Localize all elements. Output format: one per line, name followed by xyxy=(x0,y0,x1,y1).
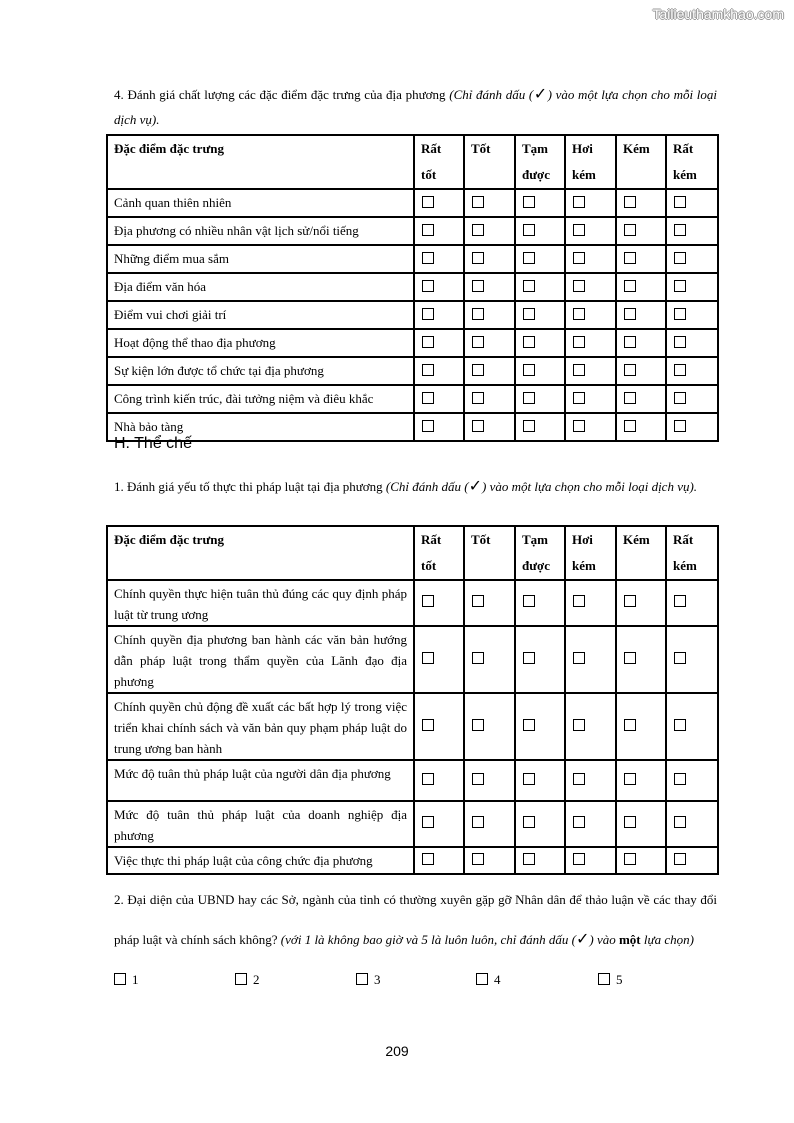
checkbox[interactable] xyxy=(523,773,535,785)
checkbox[interactable] xyxy=(674,853,686,865)
checkbox[interactable] xyxy=(422,280,434,292)
checkbox[interactable] xyxy=(472,853,484,865)
checkbox[interactable] xyxy=(573,773,585,785)
checkbox[interactable] xyxy=(573,652,585,664)
column-header: Tạm được xyxy=(515,135,565,189)
characteristics-table xyxy=(106,134,719,442)
column-header: Rất kém xyxy=(666,526,718,580)
checkbox[interactable] xyxy=(624,308,636,320)
table-row xyxy=(107,801,718,847)
column-header: Rất kém xyxy=(666,135,718,189)
question-4-instruction-a: (Chỉ đánh dấu ( xyxy=(449,87,534,102)
column-header: Tốt xyxy=(464,526,515,580)
row-label: Địa điểm văn hóa xyxy=(107,273,414,301)
row-label: Địa phương có nhiều nhân vật lịch sử/nổi tiếng xyxy=(107,217,414,245)
option-label: 1 xyxy=(132,972,139,987)
checkbox[interactable] xyxy=(114,973,126,985)
rating-cell xyxy=(464,217,515,245)
rating-cell xyxy=(414,189,464,217)
rating-cell xyxy=(565,847,616,874)
rating-cell xyxy=(515,189,565,217)
table-header-row xyxy=(107,526,718,580)
rating-cell xyxy=(666,693,718,760)
column-header: Hơi kém xyxy=(565,526,616,580)
checkbox[interactable] xyxy=(523,595,535,607)
rating-cell xyxy=(616,217,666,245)
rating-cell xyxy=(414,413,464,441)
checkbox[interactable] xyxy=(573,196,585,208)
rating-cell xyxy=(616,245,666,273)
question-h1-lead: 1. Đánh giá yếu tố thực thi pháp luật tại địa phương xyxy=(114,479,386,494)
checkbox[interactable] xyxy=(523,420,535,432)
rating-cell xyxy=(666,847,718,874)
table-row xyxy=(107,413,718,441)
question-h1-instruction-a: (Chỉ đánh dấu ( xyxy=(385,479,469,494)
rating-cell xyxy=(565,217,616,245)
table-row xyxy=(107,245,718,273)
checkbox[interactable] xyxy=(422,336,434,348)
rating-cell xyxy=(464,801,515,847)
column-header: Hơi kém xyxy=(565,135,616,189)
checkbox[interactable] xyxy=(624,773,636,785)
checkbox[interactable] xyxy=(422,252,434,264)
table-row xyxy=(107,273,718,301)
rating-cell xyxy=(515,385,565,413)
checkbox[interactable] xyxy=(598,973,610,985)
rating-cell xyxy=(616,760,666,801)
question-h1-instruction-b: ) vào một lựa chọn cho mỗi loại dịch vụ). xyxy=(482,479,698,494)
table-row xyxy=(107,693,718,760)
rating-cell xyxy=(515,580,565,626)
row-label: Những điểm mua sắm xyxy=(107,245,414,273)
checkbox[interactable] xyxy=(674,196,686,208)
rating-cell xyxy=(666,357,718,385)
table-row xyxy=(107,580,718,626)
rating-cell xyxy=(666,760,718,801)
question-h1-text xyxy=(114,473,717,499)
rating-cell xyxy=(464,847,515,874)
rating-cell xyxy=(414,357,464,385)
rating-cell xyxy=(666,580,718,626)
checkbox[interactable] xyxy=(472,420,484,432)
rating-cell xyxy=(666,301,718,329)
question-4-instruction-b: ) vào một lựa chọn cho mỗi loại dịch vụ). xyxy=(114,87,717,127)
checkbox[interactable] xyxy=(573,252,585,264)
checkbox[interactable] xyxy=(523,392,535,404)
rating-cell xyxy=(414,273,464,301)
checkbox[interactable] xyxy=(472,252,484,264)
column-header: Đặc điểm đặc trưng xyxy=(107,135,414,189)
rating-cell xyxy=(515,626,565,693)
checkbox[interactable] xyxy=(422,308,434,320)
table-row xyxy=(107,189,718,217)
rating-cell xyxy=(515,245,565,273)
table-row xyxy=(107,217,718,245)
checkbox[interactable] xyxy=(674,364,686,376)
rating-cell xyxy=(515,760,565,801)
option-label: 3 xyxy=(374,972,381,987)
checkbox[interactable] xyxy=(674,595,686,607)
checkbox[interactable] xyxy=(573,595,585,607)
rating-cell xyxy=(515,301,565,329)
checkbox[interactable] xyxy=(523,652,535,664)
checkbox[interactable] xyxy=(422,196,434,208)
rating-cell xyxy=(515,847,565,874)
column-header: Kém xyxy=(616,135,666,189)
checkbox[interactable] xyxy=(472,773,484,785)
question-4-text xyxy=(114,81,717,132)
option-5[interactable] xyxy=(598,972,623,988)
rating-cell xyxy=(666,217,718,245)
option-3[interactable] xyxy=(356,972,381,988)
checkbox[interactable] xyxy=(523,224,535,236)
rating-cell xyxy=(414,801,464,847)
rating-cell xyxy=(565,301,616,329)
checkbox[interactable] xyxy=(573,308,585,320)
rating-cell xyxy=(414,301,464,329)
rating-cell xyxy=(616,801,666,847)
rating-cell xyxy=(616,626,666,693)
checkbox[interactable] xyxy=(472,196,484,208)
row-label: Chính quyền chủ động đề xuất các bất hợp lý trong việc triển khai chính sách và văn bản quy phạm pháp luật do trung ương ban hành xyxy=(107,693,414,760)
row-label: Việc thực thi pháp luật của công chức địa phương xyxy=(107,847,414,874)
rating-cell xyxy=(666,245,718,273)
option-2[interactable] xyxy=(235,972,260,988)
row-label: Hoạt động thể thao địa phương xyxy=(107,329,414,357)
rating-cell xyxy=(565,626,616,693)
rating-cell xyxy=(666,385,718,413)
table-row xyxy=(107,301,718,329)
rating-cell xyxy=(565,385,616,413)
rating-cell xyxy=(616,189,666,217)
row-label: Điểm vui chơi giải trí xyxy=(107,301,414,329)
checkbox[interactable] xyxy=(472,364,484,376)
checkbox[interactable] xyxy=(472,224,484,236)
rating-cell xyxy=(414,329,464,357)
table-row xyxy=(107,357,718,385)
checkbox[interactable] xyxy=(422,224,434,236)
checkbox[interactable] xyxy=(422,652,434,664)
checkbox[interactable] xyxy=(523,252,535,264)
row-label: Cảnh quan thiên nhiên xyxy=(107,189,414,217)
checkbox[interactable] xyxy=(422,364,434,376)
rating-cell xyxy=(414,760,464,801)
table-row xyxy=(107,847,718,874)
checkbox[interactable] xyxy=(674,280,686,292)
rating-cell xyxy=(616,329,666,357)
checkbox[interactable] xyxy=(356,973,368,985)
checkbox[interactable] xyxy=(674,392,686,404)
rating-cell xyxy=(464,413,515,441)
checkbox[interactable] xyxy=(523,308,535,320)
row-label: Chính quyền thực hiện tuân thủ đúng các quy định pháp luật từ trung ương xyxy=(107,580,414,626)
rating-cell xyxy=(616,273,666,301)
rating-cell xyxy=(565,801,616,847)
table-header-row xyxy=(107,135,718,189)
rating-cell xyxy=(464,357,515,385)
checkbox[interactable] xyxy=(476,973,488,985)
checkbox[interactable] xyxy=(573,336,585,348)
checkbox[interactable] xyxy=(472,392,484,404)
checkbox[interactable] xyxy=(472,308,484,320)
rating-cell xyxy=(666,273,718,301)
rating-cell xyxy=(565,189,616,217)
checkbox[interactable] xyxy=(523,280,535,292)
row-label: Nhà bảo tàng xyxy=(107,413,414,441)
checkbox[interactable] xyxy=(674,224,686,236)
checkbox[interactable] xyxy=(624,652,636,664)
checkbox[interactable] xyxy=(472,652,484,664)
rating-cell xyxy=(666,626,718,693)
checkbox[interactable] xyxy=(523,196,535,208)
checkbox[interactable] xyxy=(624,224,636,236)
rating-cell xyxy=(464,693,515,760)
rating-cell xyxy=(464,273,515,301)
rating-cell xyxy=(565,693,616,760)
checkbox[interactable] xyxy=(422,853,434,865)
rating-cell xyxy=(565,357,616,385)
checkbox[interactable] xyxy=(624,816,636,828)
question-h2-text xyxy=(114,880,717,959)
checkbox[interactable] xyxy=(422,420,434,432)
row-label: Mức độ tuân thủ pháp luật của doanh nghiệp địa phương xyxy=(107,801,414,847)
checkmark-icon: ✓ xyxy=(468,476,482,495)
question-h2-instruction-c: lựa chọn) xyxy=(640,932,694,947)
checkbox[interactable] xyxy=(674,652,686,664)
checkbox[interactable] xyxy=(674,336,686,348)
column-header: Kém xyxy=(616,526,666,580)
row-label: Mức độ tuân thủ pháp luật của người dân địa phương xyxy=(107,760,414,801)
rating-cell xyxy=(666,189,718,217)
checkbox[interactable] xyxy=(624,196,636,208)
checkbox[interactable] xyxy=(523,816,535,828)
checkbox[interactable] xyxy=(422,816,434,828)
column-header: Tốt xyxy=(464,135,515,189)
rating-cell xyxy=(464,189,515,217)
question-h2-instruction-a: (với 1 là không bao giờ và 5 là luôn luôn, chỉ đánh dấu ( xyxy=(280,932,576,947)
checkbox[interactable] xyxy=(573,392,585,404)
checkbox[interactable] xyxy=(573,280,585,292)
rating-cell xyxy=(464,760,515,801)
checkbox[interactable] xyxy=(472,816,484,828)
rating-cell xyxy=(515,801,565,847)
checkbox[interactable] xyxy=(624,420,636,432)
question-h2-lead: 2. Đại diện của UBND hay các Sở, ngành của tỉnh có thường xuyên gặp gỡ Nhân dân để thảo luận về các thay đổi pháp luật và chính sách không? xyxy=(114,892,717,947)
checkbox[interactable] xyxy=(472,719,484,731)
rating-cell xyxy=(565,580,616,626)
rating-cell xyxy=(515,413,565,441)
rating-cell xyxy=(414,626,464,693)
checkbox[interactable] xyxy=(573,364,585,376)
checkbox[interactable] xyxy=(674,252,686,264)
checkbox[interactable] xyxy=(472,280,484,292)
checkbox[interactable] xyxy=(624,853,636,865)
section-heading: H. Thể chế xyxy=(114,435,192,452)
rating-cell xyxy=(565,413,616,441)
table-row xyxy=(107,626,718,693)
rating-cell xyxy=(666,801,718,847)
checkbox[interactable] xyxy=(624,392,636,404)
rating-cell xyxy=(666,413,718,441)
checkbox[interactable] xyxy=(523,853,535,865)
checkbox[interactable] xyxy=(472,595,484,607)
rating-cell xyxy=(414,580,464,626)
rating-cell xyxy=(616,580,666,626)
checkbox[interactable] xyxy=(624,364,636,376)
checkbox[interactable] xyxy=(472,336,484,348)
option-1[interactable] xyxy=(114,972,139,988)
checkbox[interactable] xyxy=(674,719,686,731)
rating-cell xyxy=(565,245,616,273)
column-header: Đặc điểm đặc trưng xyxy=(107,526,414,580)
column-header: Rất tốt xyxy=(414,135,464,189)
rating-cell xyxy=(565,760,616,801)
question-4-lead: 4. Đánh giá chất lượng các đặc điểm đặc trưng của địa phương xyxy=(114,87,450,102)
law-enforcement-table xyxy=(106,525,719,875)
option-4[interactable] xyxy=(476,972,501,988)
checkbox[interactable] xyxy=(573,224,585,236)
watermark: Tailieuthamkhao.com xyxy=(652,6,784,22)
checkbox[interactable] xyxy=(674,420,686,432)
checkbox[interactable] xyxy=(674,773,686,785)
question-h2-emphasis: một xyxy=(618,932,641,947)
rating-cell xyxy=(515,693,565,760)
rating-cell xyxy=(414,217,464,245)
rating-cell xyxy=(464,245,515,273)
checkbox[interactable] xyxy=(422,392,434,404)
rating-cell xyxy=(565,273,616,301)
checkbox[interactable] xyxy=(624,336,636,348)
column-header: Rất tốt xyxy=(414,526,464,580)
rating-cell xyxy=(464,301,515,329)
checkbox[interactable] xyxy=(422,719,434,731)
rating-cell xyxy=(464,329,515,357)
table-row xyxy=(107,760,718,801)
option-label: 2 xyxy=(253,972,260,987)
checkmark-icon: ✓ xyxy=(533,84,548,103)
checkbox[interactable] xyxy=(422,773,434,785)
rating-cell xyxy=(565,329,616,357)
rating-cell xyxy=(414,385,464,413)
rating-cell xyxy=(464,580,515,626)
checkbox[interactable] xyxy=(523,719,535,731)
column-header: Tạm được xyxy=(515,526,565,580)
row-label: Chính quyền địa phương ban hành các văn bản hướng dẫn pháp luật trong thẩm quyền của Lãnh đạo địa phương xyxy=(107,626,414,693)
row-label: Công trình kiến trúc, đài tưởng niệm và điêu khắc xyxy=(107,385,414,413)
checkbox[interactable] xyxy=(523,364,535,376)
checkbox[interactable] xyxy=(624,252,636,264)
rating-cell xyxy=(515,217,565,245)
rating-cell xyxy=(616,301,666,329)
rating-cell xyxy=(464,626,515,693)
checkbox[interactable] xyxy=(573,420,585,432)
question-h2-instruction-b: ) vào xyxy=(589,932,619,947)
rating-cell xyxy=(616,847,666,874)
rating-cell xyxy=(414,245,464,273)
row-label: Sự kiện lớn được tổ chức tại địa phương xyxy=(107,357,414,385)
checkbox[interactable] xyxy=(523,336,535,348)
option-label: 4 xyxy=(494,972,501,987)
checkbox[interactable] xyxy=(674,816,686,828)
checkbox[interactable] xyxy=(624,719,636,731)
rating-cell xyxy=(515,329,565,357)
rating-cell xyxy=(515,357,565,385)
rating-cell xyxy=(616,357,666,385)
rating-cell xyxy=(616,385,666,413)
rating-cell xyxy=(515,273,565,301)
checkbox[interactable] xyxy=(674,308,686,320)
rating-cell xyxy=(666,329,718,357)
checkbox[interactable] xyxy=(573,853,585,865)
rating-cell xyxy=(414,847,464,874)
page-number: 209 xyxy=(385,1043,409,1059)
checkbox[interactable] xyxy=(624,595,636,607)
checkbox[interactable] xyxy=(573,816,585,828)
checkbox[interactable] xyxy=(573,719,585,731)
rating-cell xyxy=(616,413,666,441)
rating-cell xyxy=(464,385,515,413)
checkbox[interactable] xyxy=(422,595,434,607)
rating-cell xyxy=(616,693,666,760)
checkbox[interactable] xyxy=(235,973,247,985)
rating-cell xyxy=(414,693,464,760)
checkmark-icon: ✓ xyxy=(575,929,590,948)
table-row xyxy=(107,329,718,357)
table-row xyxy=(107,385,718,413)
option-label: 5 xyxy=(616,972,623,987)
checkbox[interactable] xyxy=(624,280,636,292)
